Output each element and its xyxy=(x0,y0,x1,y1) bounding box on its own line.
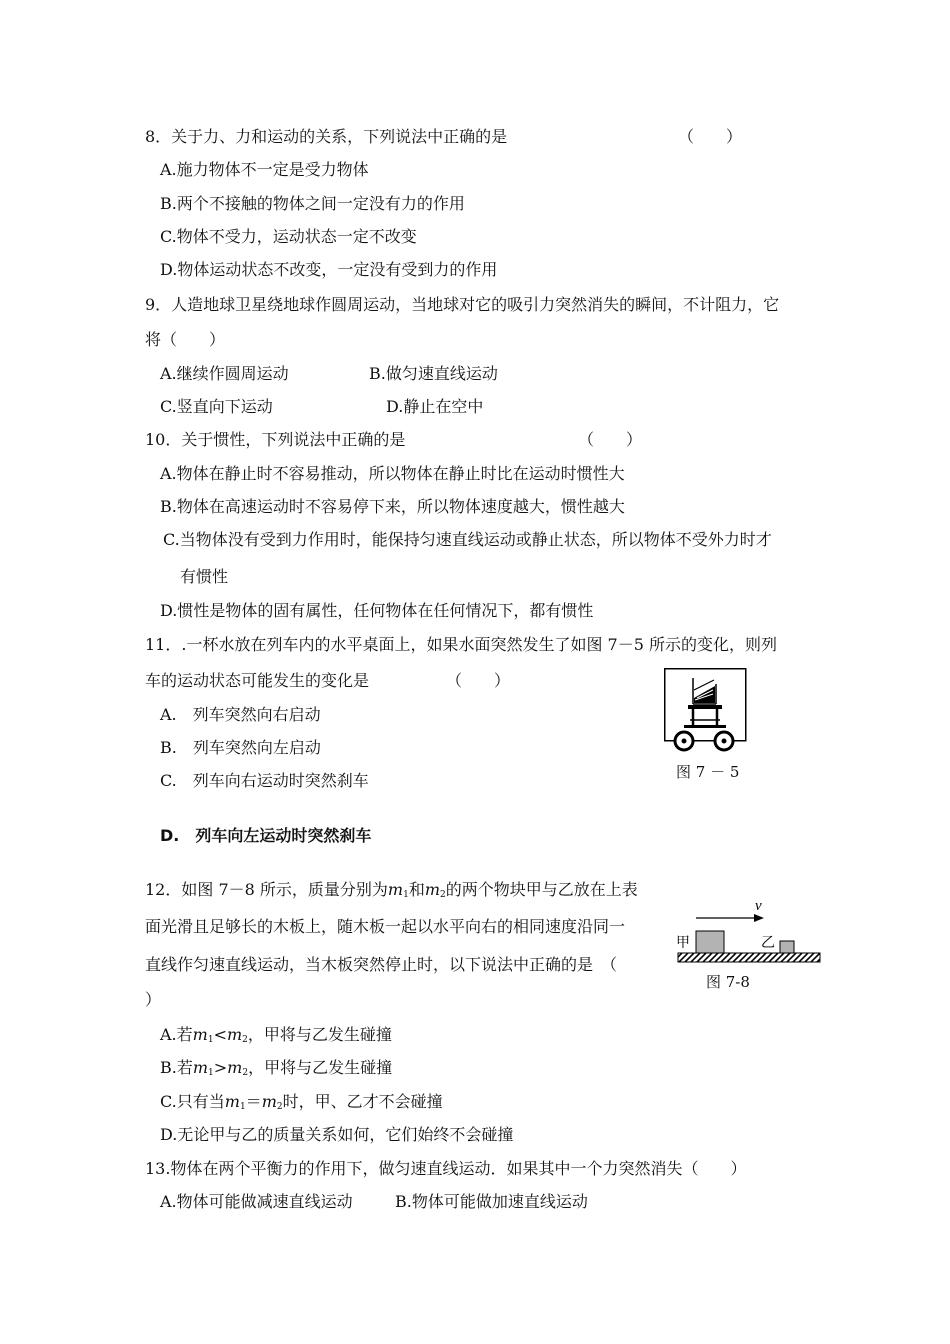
q13-stem: 13.物体在两个平衡力的作用下，做匀速直线运动．如果其中一个力突然消失（ ） xyxy=(145,1159,747,1178)
q10-option-b: B.物体在高速运动时不容易停下来，所以物体速度越大，惯性越大 xyxy=(160,497,625,516)
q8-option-d: D.物体运动状态不改变，一定没有受到力的作用 xyxy=(160,260,498,279)
wheel-right-icon xyxy=(715,732,733,750)
q10-stem: 10．关于惯性，下列说法中正确的是 xyxy=(145,430,406,449)
water-cup-icon xyxy=(693,678,716,704)
q10-option-a: A.物体在静止时不容易推动，所以物体在静止时比在运动时惯性大 xyxy=(160,464,625,483)
q11-stem-line2: 车的运动状态可能发生的变化是 xyxy=(145,671,370,690)
q8-stem: 8．关于力、力和运动的关系，下列说法中正确的是 xyxy=(145,127,508,146)
q8-option-a: A.施力物体不一定是受力物体 xyxy=(160,160,369,179)
q8-option-b: B.两个不接触的物体之间一定没有力的作用 xyxy=(160,194,465,213)
wheel-left-icon xyxy=(675,732,693,750)
figure-7-8-blocks-on-board xyxy=(676,893,822,973)
q12-stem-line4: ） xyxy=(145,990,162,1009)
q12-stem-line1: 12．如图 7－8 所示，质量分别为$m_1$和$m_2$的两个物块甲与乙放在上表 xyxy=(145,880,638,900)
figure-7-8-caption: 图 7-8 xyxy=(706,973,750,991)
q11-answer-bracket: （ ） xyxy=(446,671,511,690)
q13-option-a: A.物体可能做减速直线运动 xyxy=(160,1192,353,1211)
q12-stem-line2: 面光滑且足够长的木板上，随木板一起以水平向右的相同速度沿同一 xyxy=(145,917,626,936)
q9-stem-line1: 9．人造地球卫星绕地球作圆周运动，当地球对它的吸引力突然消失的瞬间，不计阻力，它 xyxy=(145,295,780,314)
figure-7-5-train-cup xyxy=(664,668,748,756)
table-icon xyxy=(684,705,726,728)
q8-answer-bracket: （ ） xyxy=(678,127,743,146)
block-jia xyxy=(696,931,724,953)
block-yi-label: 乙 xyxy=(761,935,775,951)
velocity-label: v xyxy=(755,898,762,914)
q12-option-c: C.只有当$m_1=m_2$时，甲、乙才不会碰撞 xyxy=(160,1092,443,1112)
q8-option-c: C.物体不受力，运动状态一定不改变 xyxy=(160,227,417,246)
q9-option-c: C.竖直向下运动 xyxy=(160,397,273,416)
q11-option-c: C. 列车向右运动时突然刹车 xyxy=(160,771,369,790)
figure-7-5-caption: 图 7 － 5 xyxy=(676,763,740,781)
q10-answer-bracket: （ ） xyxy=(578,430,643,449)
q12-option-b: B.若$m_1>m_2$，甲将与乙发生碰撞 xyxy=(160,1058,393,1078)
q9-option-d: D.静止在空中 xyxy=(386,397,484,416)
q13-option-b: B.物体可能做加速直线运动 xyxy=(395,1192,588,1211)
q11-option-d: D. 列车向左运动时突然刹车 xyxy=(160,826,372,845)
q9-option-a: A.继续作圆周运动 xyxy=(160,364,289,383)
block-jia-label: 甲 xyxy=(676,935,690,951)
q12-option-a: A.若$m_1<m_2$，甲将与乙发生碰撞 xyxy=(160,1025,392,1045)
q10-option-c-line1: C.当物体没有受到力作用时，能保持匀速直线运动或静止状态，所以物体不受外力时才 xyxy=(163,530,772,549)
block-yi xyxy=(780,941,794,953)
q11-option-a: A. 列车突然向右启动 xyxy=(160,705,321,724)
q11-stem-line1: 11．.一杯水放在列车内的水平桌面上，如果水面突然发生了如图 7－5 所示的变化，则列 xyxy=(145,635,777,654)
q10-option-d: D.惯性是物体的固有属性，任何物体在任何情况下，都有惯性 xyxy=(160,601,594,620)
q9-option-b: B.做匀速直线运动 xyxy=(369,364,498,383)
q12-option-d: D.无论甲与乙的质量关系如何，它们始终不会碰撞 xyxy=(160,1125,514,1144)
q9-stem-line2: 将（ ） xyxy=(145,330,226,349)
q11-option-b: B. 列车突然向左启动 xyxy=(160,738,321,757)
wooden-board xyxy=(678,953,820,962)
q12-stem-line3: 直线作匀速直线运动，当木板突然停止时，以下说法中正确的是 （ xyxy=(145,955,618,974)
velocity-arrow-icon xyxy=(696,914,764,922)
q10-option-c-line2: 有惯性 xyxy=(180,567,229,586)
